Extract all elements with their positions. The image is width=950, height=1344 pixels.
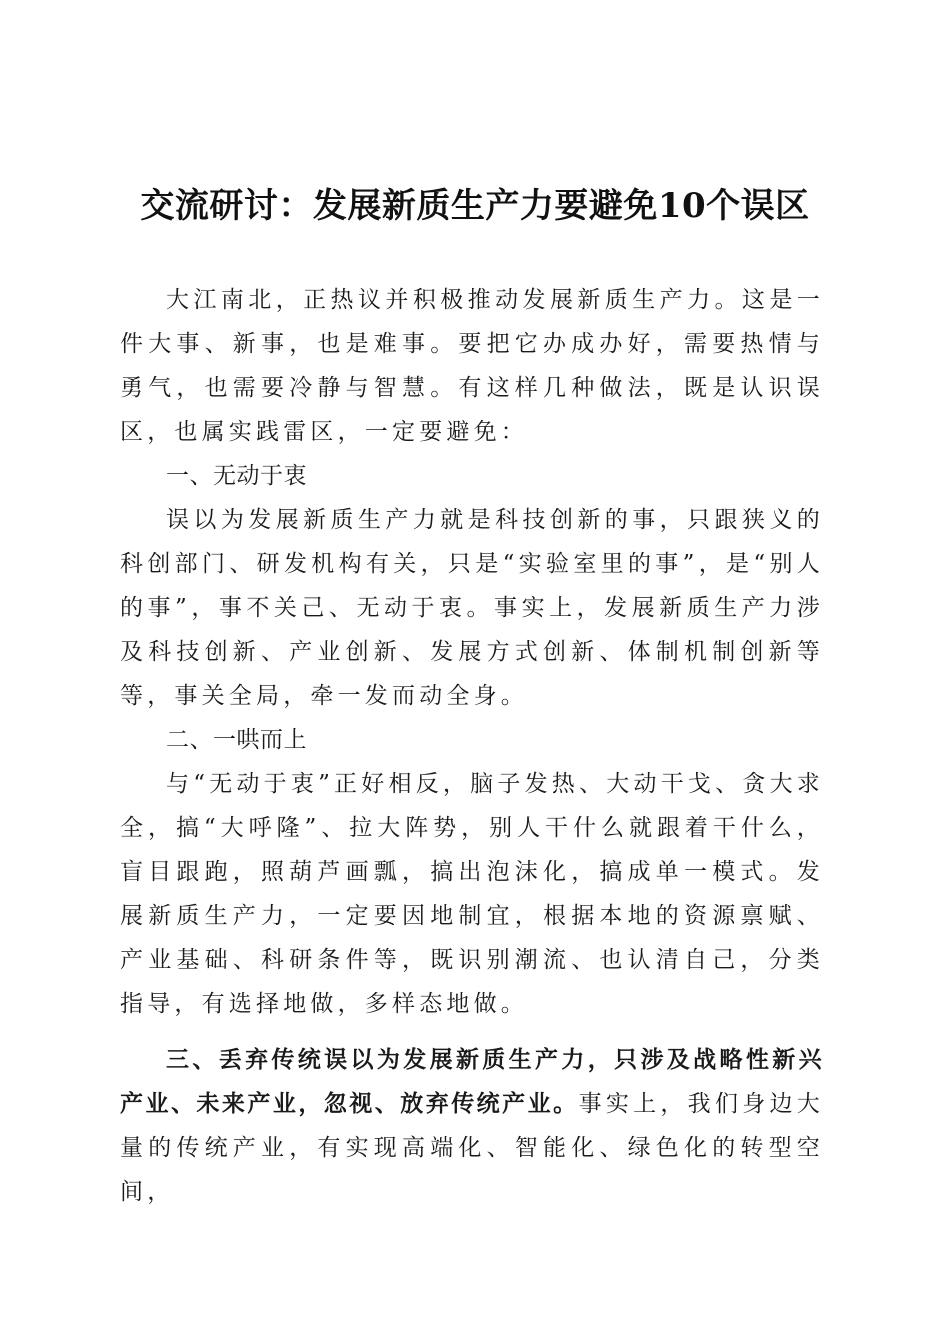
document-title: 交流研讨：发展新质生产力要避免10个误区: [140, 186, 810, 226]
intro-paragraph: 大江南北，正热议并积极推动发展新质生产力。这是一件大事、新事，也是难事。要把它办成办好，需要热情与勇气，也需要冷静与智慧。有这样几种做法，既是认识误区，也属实践雷区，一定要避免：: [120, 287, 824, 445]
section-heading-3: 三、丢弃传统误以为发展新质生产力，只涉及战略性新兴产业、未来产业，忽视、放弃传统产业。: [120, 1047, 824, 1117]
section-paragraph-3: [120, 1038, 824, 1214]
section-heading-2: 二、一哄而上: [166, 727, 307, 753]
section-heading-1: 一、无动于衷: [166, 463, 307, 489]
section-body-3: 事实上，我们身边大量的传统产业，有实现高端化、智能化、绿色化的转型空间，: [120, 1091, 824, 1205]
document-body: [120, 278, 824, 1214]
section-body-2: 与“无动于衷”正好相反，脑子发热、大动干戈、贪大求全，搞“大呼隆”、拉大阵势，别人干什么就跟着干什么，盲目跟跑，照葫芦画瓢，搞出泡沫化，搞成单一模式。发展新质生产力，一定要因地制宜，根据本地的资源禀赋、产业基础、科研条件等，既识别潮流、也认清自己，分类指导，有选择地做，多样态地做。: [120, 771, 824, 1017]
section-body-1: 误以为发展新质生产力就是科技创新的事，只跟狭义的科创部门、研发机构有关，只是“实验室里的事”，是“别人的事”，事不关己、无动于衷。事实上，发展新质生产力涉及科技创新、产业创新、发展方式创新、体制机制创新等等，事关全局，牵一发而动全身。: [120, 507, 824, 709]
